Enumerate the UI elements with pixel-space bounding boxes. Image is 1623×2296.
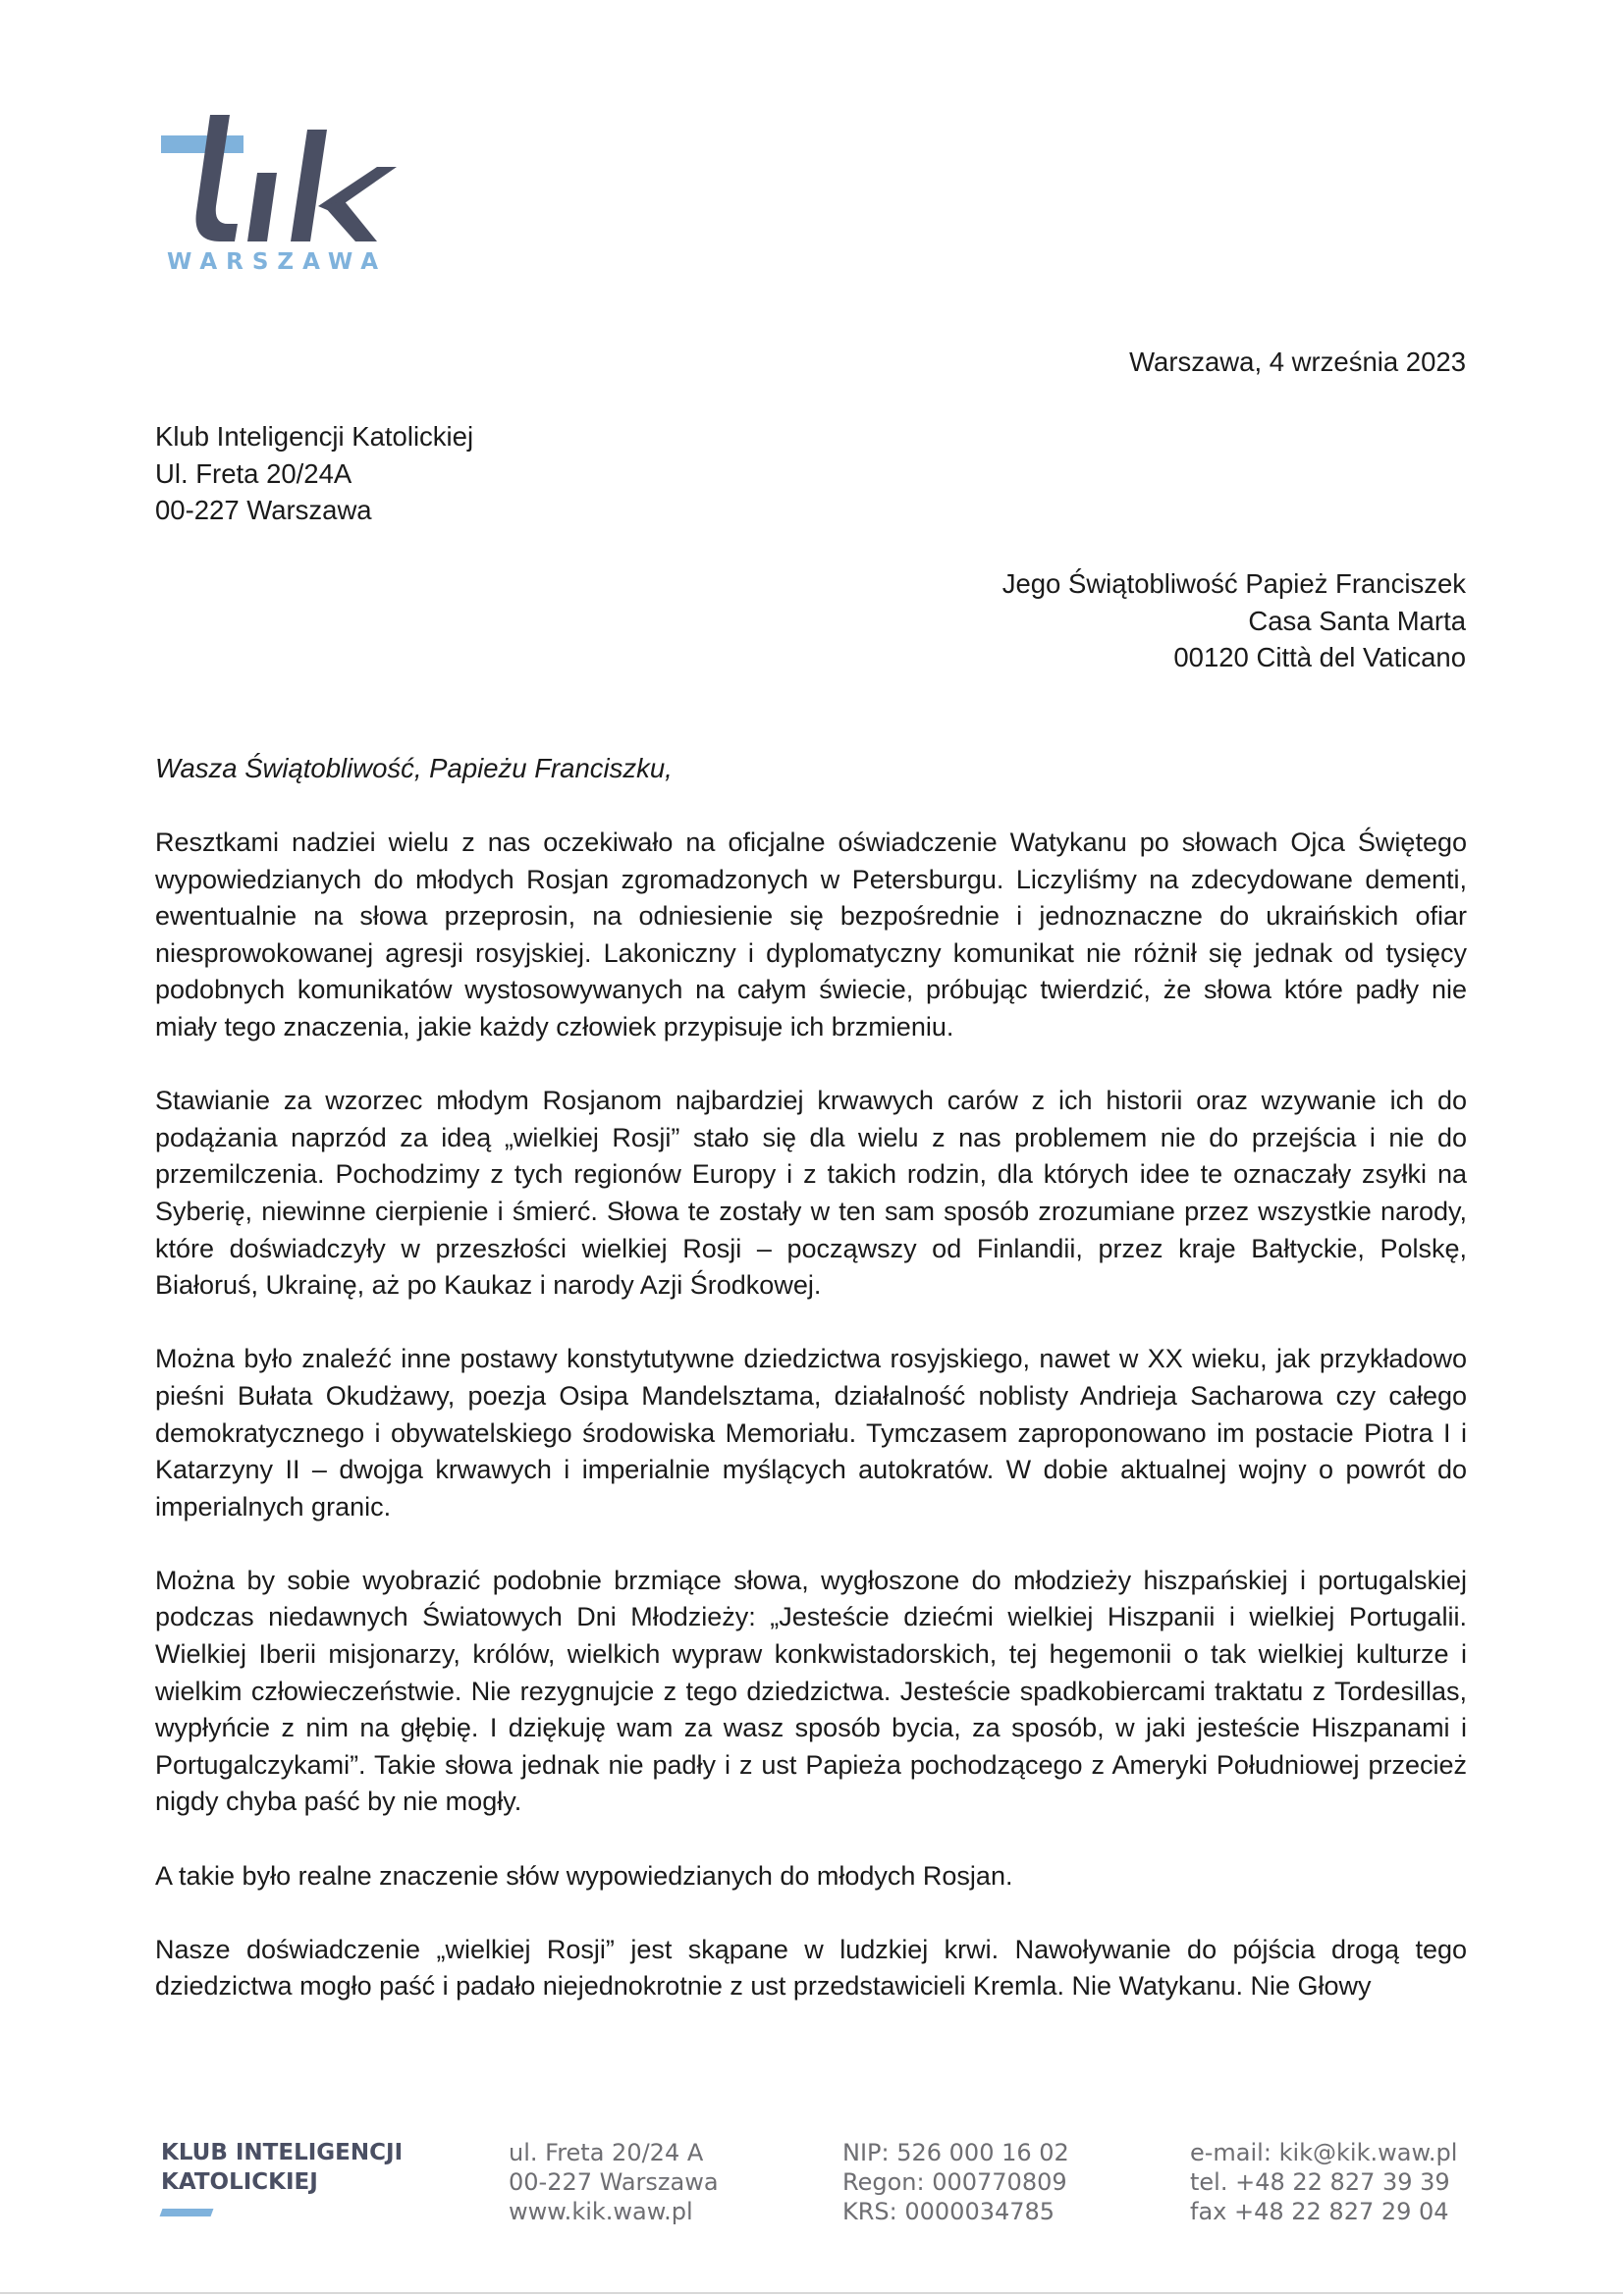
sender-city: 00-227 Warszawa bbox=[155, 495, 372, 525]
kik-wordmark-graphic bbox=[155, 110, 401, 247]
paragraph: Nasze doświadczenie „wielkiej Rosji” jest skąpane w ludzkiej krwi. Nawoływanie do pójścia drogą tego dziedzictwa mogło paść i padało niejednokrotnie z ust przedstawicieli Kremla. Nie Watykanu. Nie Głowy bbox=[155, 1934, 1467, 2002]
logo-letter-k-stem bbox=[291, 130, 327, 241]
recipient-city: 00120 Città del Vaticano bbox=[1173, 642, 1466, 672]
sender-address bbox=[155, 418, 473, 529]
letter-body bbox=[155, 825, 1467, 2043]
paragraph: Można by sobie wyobrazić podobnie brzmiące słowa, wygłoszone do młodzieży hiszpańskiej i portugalskiej podczas niedawnych Światowych Dni Młodzieży: „Jesteście dziećmi wielkiej Hiszpanii i wielkiej Portugalii. Wielkiej Iberii misjonarzy, królów, wielkich wypraw konkwistadorskich, tej hegemonii o tak wielkiej kulturze i wielkim człowieczeństwie. Nie rezygnujcie z tego dziedzictwa. Jesteście spadkobiercami traktatu z Tordesillas, wypłyńcie z nim na głębię. I dziękuję wam za wasz sposób bycia, za sposób, w jaki jesteście Hiszpanami i Portugalczykami”. Takie słowa jednak nie padły i z ust Papieża pochodzącego z Ameryki Południowej przecież nigdy chyba paść by nie mogły. bbox=[155, 1565, 1467, 1817]
footer-org-line: KLUB INTELIGENCJI bbox=[161, 2140, 404, 2165]
kik-logo bbox=[155, 110, 401, 275]
letter-date: Warszawa, 4 września 2023 bbox=[1129, 347, 1466, 377]
sender-street: Ul. Freta 20/24A bbox=[155, 457, 352, 489]
recipient-address bbox=[1002, 565, 1466, 676]
page-bottom-rule bbox=[0, 2292, 1623, 2294]
recipient-name: Jego Świątobliwość Papież Franciszek bbox=[1001, 568, 1466, 599]
footer-street: ul. Freta 20/24 A bbox=[509, 2139, 704, 2166]
letterhead-footer bbox=[0, 2138, 1623, 2256]
paragraph: Resztkami nadziei wielu z nas oczekiwało na oficjalne oświadczenie Watykanu po słowach Ojca Świętego wypowiedzianych do młodych Rosjan zgromadzonych w Petersburgu. Liczyliśmy na zdecydowane dementi, ewentualnie na słowa przeprosin, na odniesienie się bezpośrednie i jednoznaczne do ukraińskich ofiar niesprowokowanej agresji rosyjskiej. Lakoniczny i dyplomatyczny komunikat nie różnił się jednak od tysięcy podobnych komunikatów wystosowywanych na całym świecie, próbując twierdzić, że słowa które padły nie miały tego znaczenia, jakie każdy człowiek przypisuje ich brzmieniu. bbox=[155, 828, 1467, 1041]
footer-website: www.kik.waw.pl bbox=[509, 2198, 693, 2225]
paragraph: Można było znaleźć inne postawy konstytutywne dziedzictwa rosyjskiego, nawet w XX wieku, jak przykładowo pieśni Bułata Okudżawy, poezja Osipa Mandelsztama, działalność noblisty Andrieja Sacharowa czy całego demokratycznego i obywatelskiego środowiska Memoriału. Tymczasem zaproponowano im postacie Piotra I i Katarzyny II – dwojga krwawych i imperialnie myślących autokratów. W dobie aktualnej wojny o powrót do imperialnych granic. bbox=[155, 1344, 1467, 1522]
footer-fax: fax +48 22 827 29 04 bbox=[1190, 2198, 1449, 2225]
footer-phone: tel. +48 22 827 39 39 bbox=[1190, 2168, 1450, 2196]
footer-city: 00-227 Warszawa bbox=[509, 2168, 719, 2196]
footer-organization bbox=[161, 2138, 403, 2216]
paragraph: A takie było realne znaczenie słów wypowiedzianych do młodych Rosjan. bbox=[155, 1860, 1013, 1891]
logo-letter-t bbox=[196, 115, 239, 241]
footer-nip: NIP: 526 000 16 02 bbox=[842, 2139, 1069, 2166]
footer-contact bbox=[1190, 2138, 1457, 2226]
footer-email: e-mail: kik@kik.waw.pl bbox=[1190, 2139, 1458, 2166]
salutation: Wasza Świątobliwość, Papieżu Franciszku, bbox=[155, 753, 673, 783]
recipient-street: Casa Santa Marta bbox=[1248, 605, 1466, 636]
logo-subtitle: WARSZAWA bbox=[167, 249, 387, 275]
logo-crossbar bbox=[161, 135, 243, 153]
footer-address bbox=[509, 2138, 719, 2226]
footer-accent-bar bbox=[160, 2209, 214, 2216]
footer-krs: KRS: 0000034785 bbox=[842, 2198, 1055, 2225]
paragraph: Stawianie za wzorzec młodym Rosjanom najbardziej krwawych carów z ich historii oraz wzywanie ich do podążania naprzód za ideą „wielkiej Rosji” stało się dla wielu z nas problemem nie do przejścia i nie do przemilczenia. Pochodzimy z tych regionów Europy i z takich rodzin, dla których idee te oznaczały zsyłki na Syberię, niewinne cierpienie i śmierć. Słowa te zostały w ten sam sposób zrozumiane przez wszystkie narody, które doświadczyły w przeszłości wielkiej Rosji – począwszy od Finlandii, przez kraje Bałtyckie, Polskę, Białoruś, Ukrainę, aż po Kaukaz i narody Azji Środkowej. bbox=[155, 1086, 1467, 1301]
sender-name: Klub Inteligencji Katolickiej bbox=[155, 421, 474, 452]
footer-regon: Regon: 000770809 bbox=[842, 2168, 1067, 2196]
footer-org-line: KATOLICKIEJ bbox=[161, 2169, 318, 2195]
logo-letter-i bbox=[247, 173, 277, 241]
footer-registration bbox=[842, 2138, 1069, 2226]
logo-letter-k-leg bbox=[324, 200, 377, 241]
